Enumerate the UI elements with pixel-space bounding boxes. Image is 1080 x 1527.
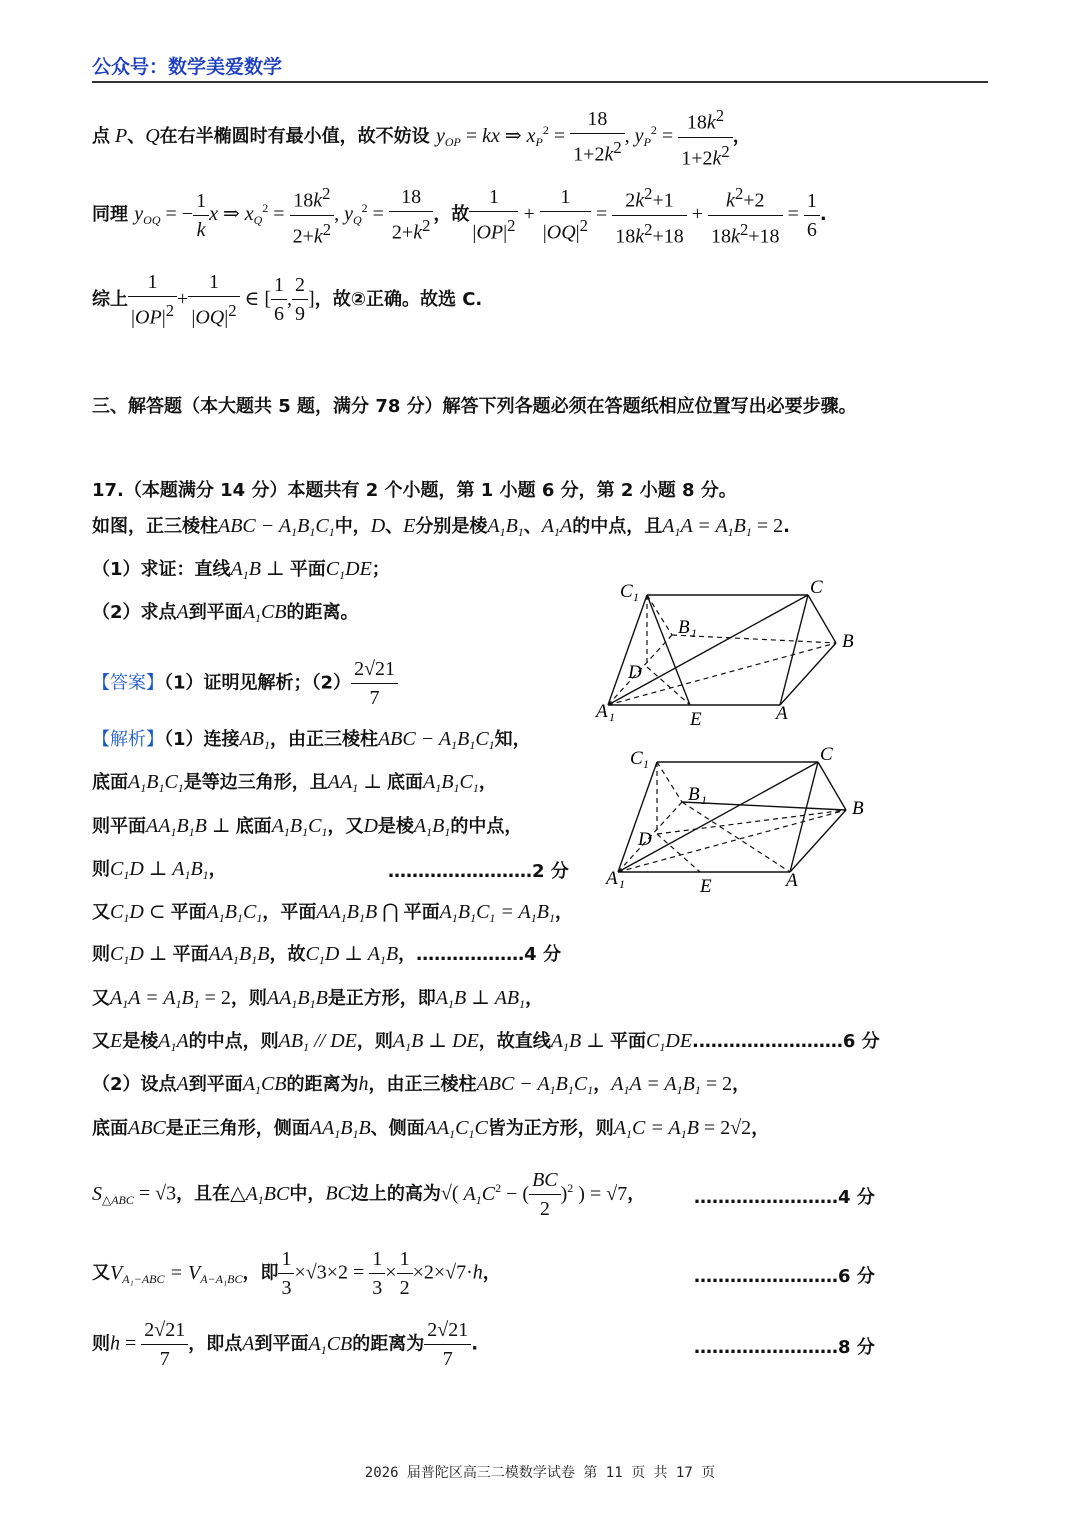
solution-line-3: 综上 $\frac{1}{|OP|^2}$ + $\frac{1}{|OQ|^2}$ ∈ [ $\frac{1}{6}$ , $\frac{2}{9}$ ]，故②正确。故选 C. bbox=[92, 268, 482, 332]
analysis-line-6: 则$C_1D$ ⊥ 平面$AA_1B_1B$，故$C_1D$ ⊥ $A_1B$，………………4 分 bbox=[92, 943, 561, 967]
label-A: A bbox=[776, 703, 788, 724]
analysis-line-9: （2）设点A到平面$A_1CB$的距离为h，由正三棱柱ABC − $A_1B_1C_1$，$A_1A = A_1B_1 = 2$， bbox=[92, 1073, 751, 1097]
label-B: B bbox=[852, 798, 864, 819]
svg-text:1: 1 bbox=[691, 626, 697, 640]
header-title: 公众号：数学美爱数学 bbox=[92, 56, 283, 78]
score-4a: ………………4 分 bbox=[416, 944, 561, 965]
score-8: ……………………8 分 bbox=[694, 1337, 875, 1358]
svg-text:1: 1 bbox=[643, 757, 649, 771]
label-B: B bbox=[842, 631, 854, 652]
svg-text:1: 1 bbox=[619, 877, 625, 891]
svg-text:1: 1 bbox=[701, 793, 707, 807]
label-C1: C bbox=[630, 748, 643, 769]
prism-figure-1 bbox=[590, 575, 880, 735]
analysis-line-10: 底面ABC是正三角形，侧面$AA_1B_1B$、侧面$AA_1C_1C$皆为正方形，则$A_1C = A_1B = 2√2$， bbox=[92, 1117, 770, 1141]
label-C: C bbox=[820, 744, 833, 765]
header-rule bbox=[92, 81, 988, 83]
analysis-line-3: 则平面$AA_1B_1B$ ⊥ 底面$A_1B_1C_1$，又D是棱$A_1B_1$的中点， bbox=[92, 815, 523, 839]
label-A: A bbox=[786, 870, 798, 891]
analysis-line-1: 【解析】（1）连接$AB_1$，由正三棱柱ABC − $A_1B_1C_1$知， bbox=[92, 728, 531, 752]
score-2: ……………………2 分 bbox=[388, 861, 569, 882]
svg-text:1: 1 bbox=[609, 710, 615, 724]
solution-line-2: 同理 $y_{OQ}$ = − $\frac{1}{k}$ x ⇒ $x_Q^2$ = $\frac{18k^2}{2+k^2}$ , $y_Q^2$ = $\frac{18}{2+k^2}$ ，故 $\frac{1}{|OP|^2}$ + $\frac{1}{|OQ|^2}$ = $\frac{2k^2+1}{18k^2+18}$ + $\frac{k^2+2}{18k^2+18}$ = $\frac{1}{6}$ . bbox=[92, 180, 827, 250]
score-6b: ……………………6 分 bbox=[694, 1266, 875, 1287]
label-C: C bbox=[810, 577, 823, 598]
q17-part2: （2）求点A到平面$A_1CB$的距离。 bbox=[92, 601, 359, 625]
analysis-line-11: $S_{\triangle ABC} = √3$，且在$\triangle A_1BC$中，BC边上的高为√( $A_1C^2$ − ( $\frac{BC}{2}$ )$^2$ ) = √7， bbox=[92, 1166, 645, 1223]
answer-tag: 【答案】 bbox=[92, 672, 164, 694]
prism-figure-2 bbox=[600, 742, 890, 902]
analysis-line-13: 则h = $\frac{2√21}{7}$ ，即点A到平面$A_1CB$的距离为 $\frac{2√21}{7}$ . bbox=[92, 1316, 478, 1373]
label-E: E bbox=[700, 876, 712, 897]
analysis-line-2: 底面$A_1B_1C_1$是等边三角形，且$AA_1$ ⊥ 底面$A_1B_1C_1$， bbox=[92, 771, 497, 795]
analysis-line-4: 则$C_1D$ ⊥ $A_1B_1$， bbox=[92, 858, 227, 882]
q17-part1: （1）求证：直线$A_1B$ ⊥ 平面$C_1DE$； bbox=[92, 558, 390, 582]
page-footer: 2026 届普陀区高三二模数学试卷 第 11 页 共 17 页 bbox=[364, 1465, 716, 1481]
analysis-tag: 【解析】 bbox=[92, 729, 164, 750]
label-B1: B bbox=[678, 617, 690, 638]
q17-title: 17.（本题满分 14 分）本题共有 2 个小题，第 1 小题 6 分，第 2 小题 8 分。 bbox=[92, 480, 737, 501]
label-A1: A bbox=[606, 868, 618, 889]
analysis-line-12: 又$V_{A_1-ABC} = V_{A-A_1BC}$，即 $\frac{1}{3}$ ×√3×2 = $\frac{1}{3}$ × $\frac{1}{2}$ ×2×√7·h， bbox=[92, 1245, 501, 1302]
answer-line: 【答案】（1）证明见解析；（2） $\frac{2√21}{7}$ bbox=[92, 655, 398, 712]
label-A1: A bbox=[596, 701, 608, 722]
svg-text:1: 1 bbox=[633, 590, 639, 604]
analysis-line-7: 又$A_1A = A_1B_1 = 2$，则$AA_1B_1B$是正方形，即$A_1B$ ⊥ $AB_1$， bbox=[92, 987, 544, 1011]
label-D: D bbox=[628, 662, 642, 683]
section-3-heading: 三、解答题（本大题共 5 题，满分 78 分）解答下列各题必须在答题纸相应位置写出必要步骤。 bbox=[92, 396, 857, 417]
label-C1: C bbox=[620, 581, 633, 602]
label-E: E bbox=[690, 709, 702, 730]
score-6a: ……………………6 分 bbox=[698, 1031, 880, 1052]
score-4b: ……………………4 分 bbox=[694, 1187, 875, 1208]
label-D: D bbox=[638, 829, 652, 850]
label-B1: B bbox=[688, 784, 700, 805]
analysis-line-5: 又$C_1D$ ⊂ 平面$A_1B_1C_1$，平面$AA_1B_1B$ ⋂ 平面$A_1B_1C_1 = A_1B_1$， bbox=[92, 901, 573, 925]
solution-line-1: 点 P、Q在右半椭圆时有最小值，故不妨设 $y_{OP}$ = kx ⇒ $x_P^2$ = $\frac{18}{1+2k^2}$ , $y_P^2$ = $\frac{18k^2}{1+2k^2}$ ， bbox=[92, 102, 751, 172]
analysis-line-8: 又E是棱$A_1A$的中点，则$AB_1$ // DE，则$A_1B$ ⊥ DE，故直线$A_1B$ ⊥ 平面$C_1DE.\dots\dots\dots\dots\dots\dots\dots\dots 6$ 分 bbox=[92, 1030, 880, 1054]
q17-stem: 如图，正三棱柱ABC − $A_1B_1C_1$中，D、E分别是棱$A_1B_1$、$A_1A$的中点，且$A_1A = A_1B_1 = 2$. bbox=[92, 515, 791, 539]
